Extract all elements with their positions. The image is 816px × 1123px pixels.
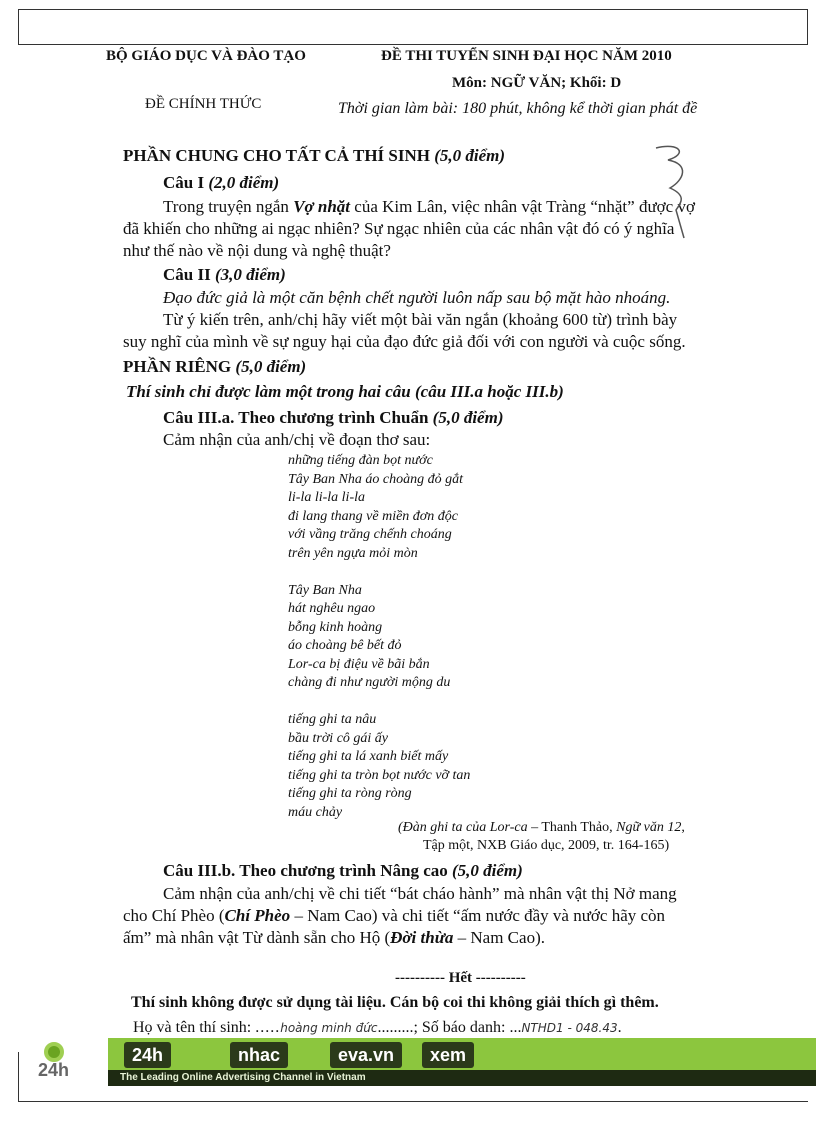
q3a-heading bbox=[163, 407, 504, 429]
q1-line-1 bbox=[163, 196, 695, 218]
logo-nhac[interactable]: nhac bbox=[230, 1042, 288, 1068]
q2-points: (3,0 điểm) bbox=[214, 265, 286, 284]
q3b-text-d: – Nam Cao). bbox=[453, 928, 545, 947]
q1-line-2: đã khiến cho những ai ngạc nhiên? Sự ngạc nhiên của các nhân vật đó có ý nghĩa bbox=[123, 219, 675, 238]
candidate-name: hoàng minh đức bbox=[280, 1021, 378, 1035]
poem-line: áo choàng bê bết đỏ bbox=[288, 638, 402, 653]
poem-line: Lor-ca bị điệu về bãi bắn bbox=[288, 656, 430, 672]
ad-banner[interactable] bbox=[108, 1038, 816, 1086]
page-frame-bottom bbox=[18, 1101, 808, 1102]
q1-work-title: Vợ nhặt bbox=[293, 197, 351, 216]
part2-points: (5,0 điểm) bbox=[235, 357, 307, 376]
part1-title: PHẦN CHUNG CHO TẤT CẢ THÍ SINH bbox=[123, 146, 430, 165]
poem-excerpt bbox=[288, 452, 470, 822]
q2-line-2: Từ ý kiến trên, anh/chị hãy viết một bài văn ngắn (khoảng 600 từ) trình bày bbox=[163, 310, 678, 329]
candidate-info-line: Họ và tên thí sinh: .....hoàng minh đức.........; Số báo danh: ...NTHD1 - 048.43. bbox=[133, 1019, 622, 1036]
q3a-prompt: Cảm nhận của anh/chị về đoạn thơ sau: bbox=[163, 430, 431, 449]
part1-points: (5,0 điểm) bbox=[434, 146, 506, 165]
ministry-name: BỘ GIÁO DỤC VÀ ĐÀO TẠO bbox=[106, 48, 306, 64]
poem-line: Tây Ban Nha bbox=[288, 582, 362, 598]
q2-heading bbox=[163, 264, 286, 286]
part2-instruction: Thí sinh chỉ được làm một trong hai câu (câu III.a hoặc III.b) bbox=[126, 382, 564, 401]
poem-source-1 bbox=[398, 820, 685, 836]
source-book: Ngữ văn 12 bbox=[616, 820, 682, 835]
poem-line: với vầng trăng chếnh choáng bbox=[288, 527, 452, 542]
q1-text-b: của Kim Lân, việc nhân vật Tràng “nhặt” được vợ bbox=[350, 197, 695, 216]
q2-label: Câu II bbox=[163, 265, 211, 284]
sbd-label: Số báo danh: bbox=[421, 1019, 510, 1036]
ad-tagline: The Leading Online Advertising Channel in Vietnam bbox=[108, 1070, 816, 1086]
q1-text-a: Trong truyện ngắn bbox=[163, 197, 294, 216]
q2-quote: Đạo đức giả là một căn bệnh chết người luôn nấp sau bộ mặt hào nhoáng. bbox=[163, 288, 671, 307]
poem-line: chàng đi như người mộng du bbox=[288, 675, 451, 690]
poem-line: máu chảy bbox=[288, 804, 343, 820]
poem-line: bầu trời cô gái ấy bbox=[288, 730, 389, 746]
source-poem-title: (Đàn ghi ta của Lor-ca bbox=[398, 820, 528, 835]
poem-line: bỗng kinh hoàng bbox=[288, 619, 383, 635]
poem-line: tiếng ghi ta ròng ròng bbox=[288, 786, 412, 801]
poem-source-2: Tập một, NXB Giáo dục, 2009, tr. 164-165) bbox=[423, 838, 670, 853]
logo-24h[interactable]: 24h bbox=[124, 1042, 171, 1068]
candidate-id: NTHD1 - 048.43 bbox=[521, 1021, 618, 1035]
badge-24h bbox=[34, 1040, 74, 1088]
poem-line: tiếng ghi ta lá xanh biết mấy bbox=[288, 749, 449, 764]
page-frame-left bbox=[18, 1052, 19, 1102]
poem-line: Tây Ban Nha áo choàng đỏ gắt bbox=[288, 471, 463, 487]
q3b-line-3 bbox=[123, 927, 545, 949]
part1-heading bbox=[123, 145, 505, 167]
q3a-points: (5,0 điểm) bbox=[432, 408, 504, 427]
poem-stanza-break bbox=[288, 693, 470, 712]
q1-line-3: như thế nào về nội dung và nghệ thuật? bbox=[123, 241, 391, 260]
q3a-label: Câu III.a. Theo chương trình Chuẩn bbox=[163, 408, 429, 427]
poem-line: li-la li-la li-la bbox=[288, 490, 365, 505]
q1-label: Câu I bbox=[163, 173, 205, 192]
poem-line: đi lang thang về miền đơn độc bbox=[288, 508, 458, 524]
poem-line: tiếng ghi ta tròn bọt nước vỡ tan bbox=[288, 767, 471, 783]
q3b-text-c: ấm” mà nhân vật Từ dành sẵn cho Hộ ( bbox=[123, 928, 391, 947]
q3b-label: Câu III.b. Theo chương trình Nâng cao bbox=[163, 861, 448, 880]
q1-points: (2,0 điểm) bbox=[208, 173, 280, 192]
exam-time: Thời gian làm bài: 180 phút, không kể thời gian phát đề bbox=[338, 100, 698, 117]
exam-subject: Môn: NGỮ VĂN; Khối: D bbox=[452, 75, 622, 91]
end-marker: ---------- Hết ---------- bbox=[395, 970, 526, 986]
q3b-work-2: Đời thừa bbox=[390, 928, 454, 947]
poem-stanza-break bbox=[288, 563, 470, 582]
q2-line-3: suy nghĩ của mình về sự nguy hại của đạo đức giả đối với con người và cuộc sống. bbox=[123, 332, 686, 351]
official-label: ĐỀ CHÍNH THỨC bbox=[145, 96, 262, 112]
scribble-mark bbox=[640, 140, 730, 250]
top-border-box bbox=[18, 9, 808, 45]
logo-eva[interactable]: eva.vn bbox=[330, 1042, 402, 1068]
source-comma: , bbox=[681, 820, 685, 835]
logo-xem[interactable]: xem bbox=[422, 1042, 474, 1068]
q3b-heading bbox=[163, 860, 523, 882]
exam-title: ĐỀ THI TUYỂN SINH ĐẠI HỌC NĂM 2010 bbox=[381, 48, 672, 64]
part2-title: PHẦN RIÊNG bbox=[123, 357, 232, 376]
q3b-text-a: cho Chí Phèo ( bbox=[123, 906, 225, 925]
name-label: Họ và tên thí sinh: bbox=[133, 1019, 256, 1036]
q3b-text-b: – Nam Cao) và chi tiết “ấm nước đầy và nước hãy còn bbox=[290, 906, 666, 925]
q3b-points: (5,0 điểm) bbox=[452, 861, 523, 880]
q3b-line-1: Cảm nhận của anh/chị về chi tiết “bát cháo hành” mà nhân vật thị Nở mang bbox=[163, 884, 677, 903]
poem-line: những tiếng đàn bọt nước bbox=[288, 453, 433, 468]
q1-heading bbox=[163, 172, 279, 194]
poem-line: hát nghêu ngao bbox=[288, 601, 376, 616]
part2-heading bbox=[123, 356, 306, 378]
q3b-work-1: Chí Phèo bbox=[224, 906, 291, 925]
poem-line: tiếng ghi ta nâu bbox=[288, 712, 377, 727]
poem-line: trên yên ngựa mỏi mòn bbox=[288, 545, 418, 561]
q3b-line-2 bbox=[123, 905, 665, 927]
source-author: – Thanh Thảo, bbox=[527, 820, 617, 835]
exam-notice: Thí sinh không được sử dụng tài liệu. Cán bộ coi thi không giải thích gì thêm. bbox=[131, 994, 659, 1011]
badge-label: 24h bbox=[38, 1060, 70, 1080]
